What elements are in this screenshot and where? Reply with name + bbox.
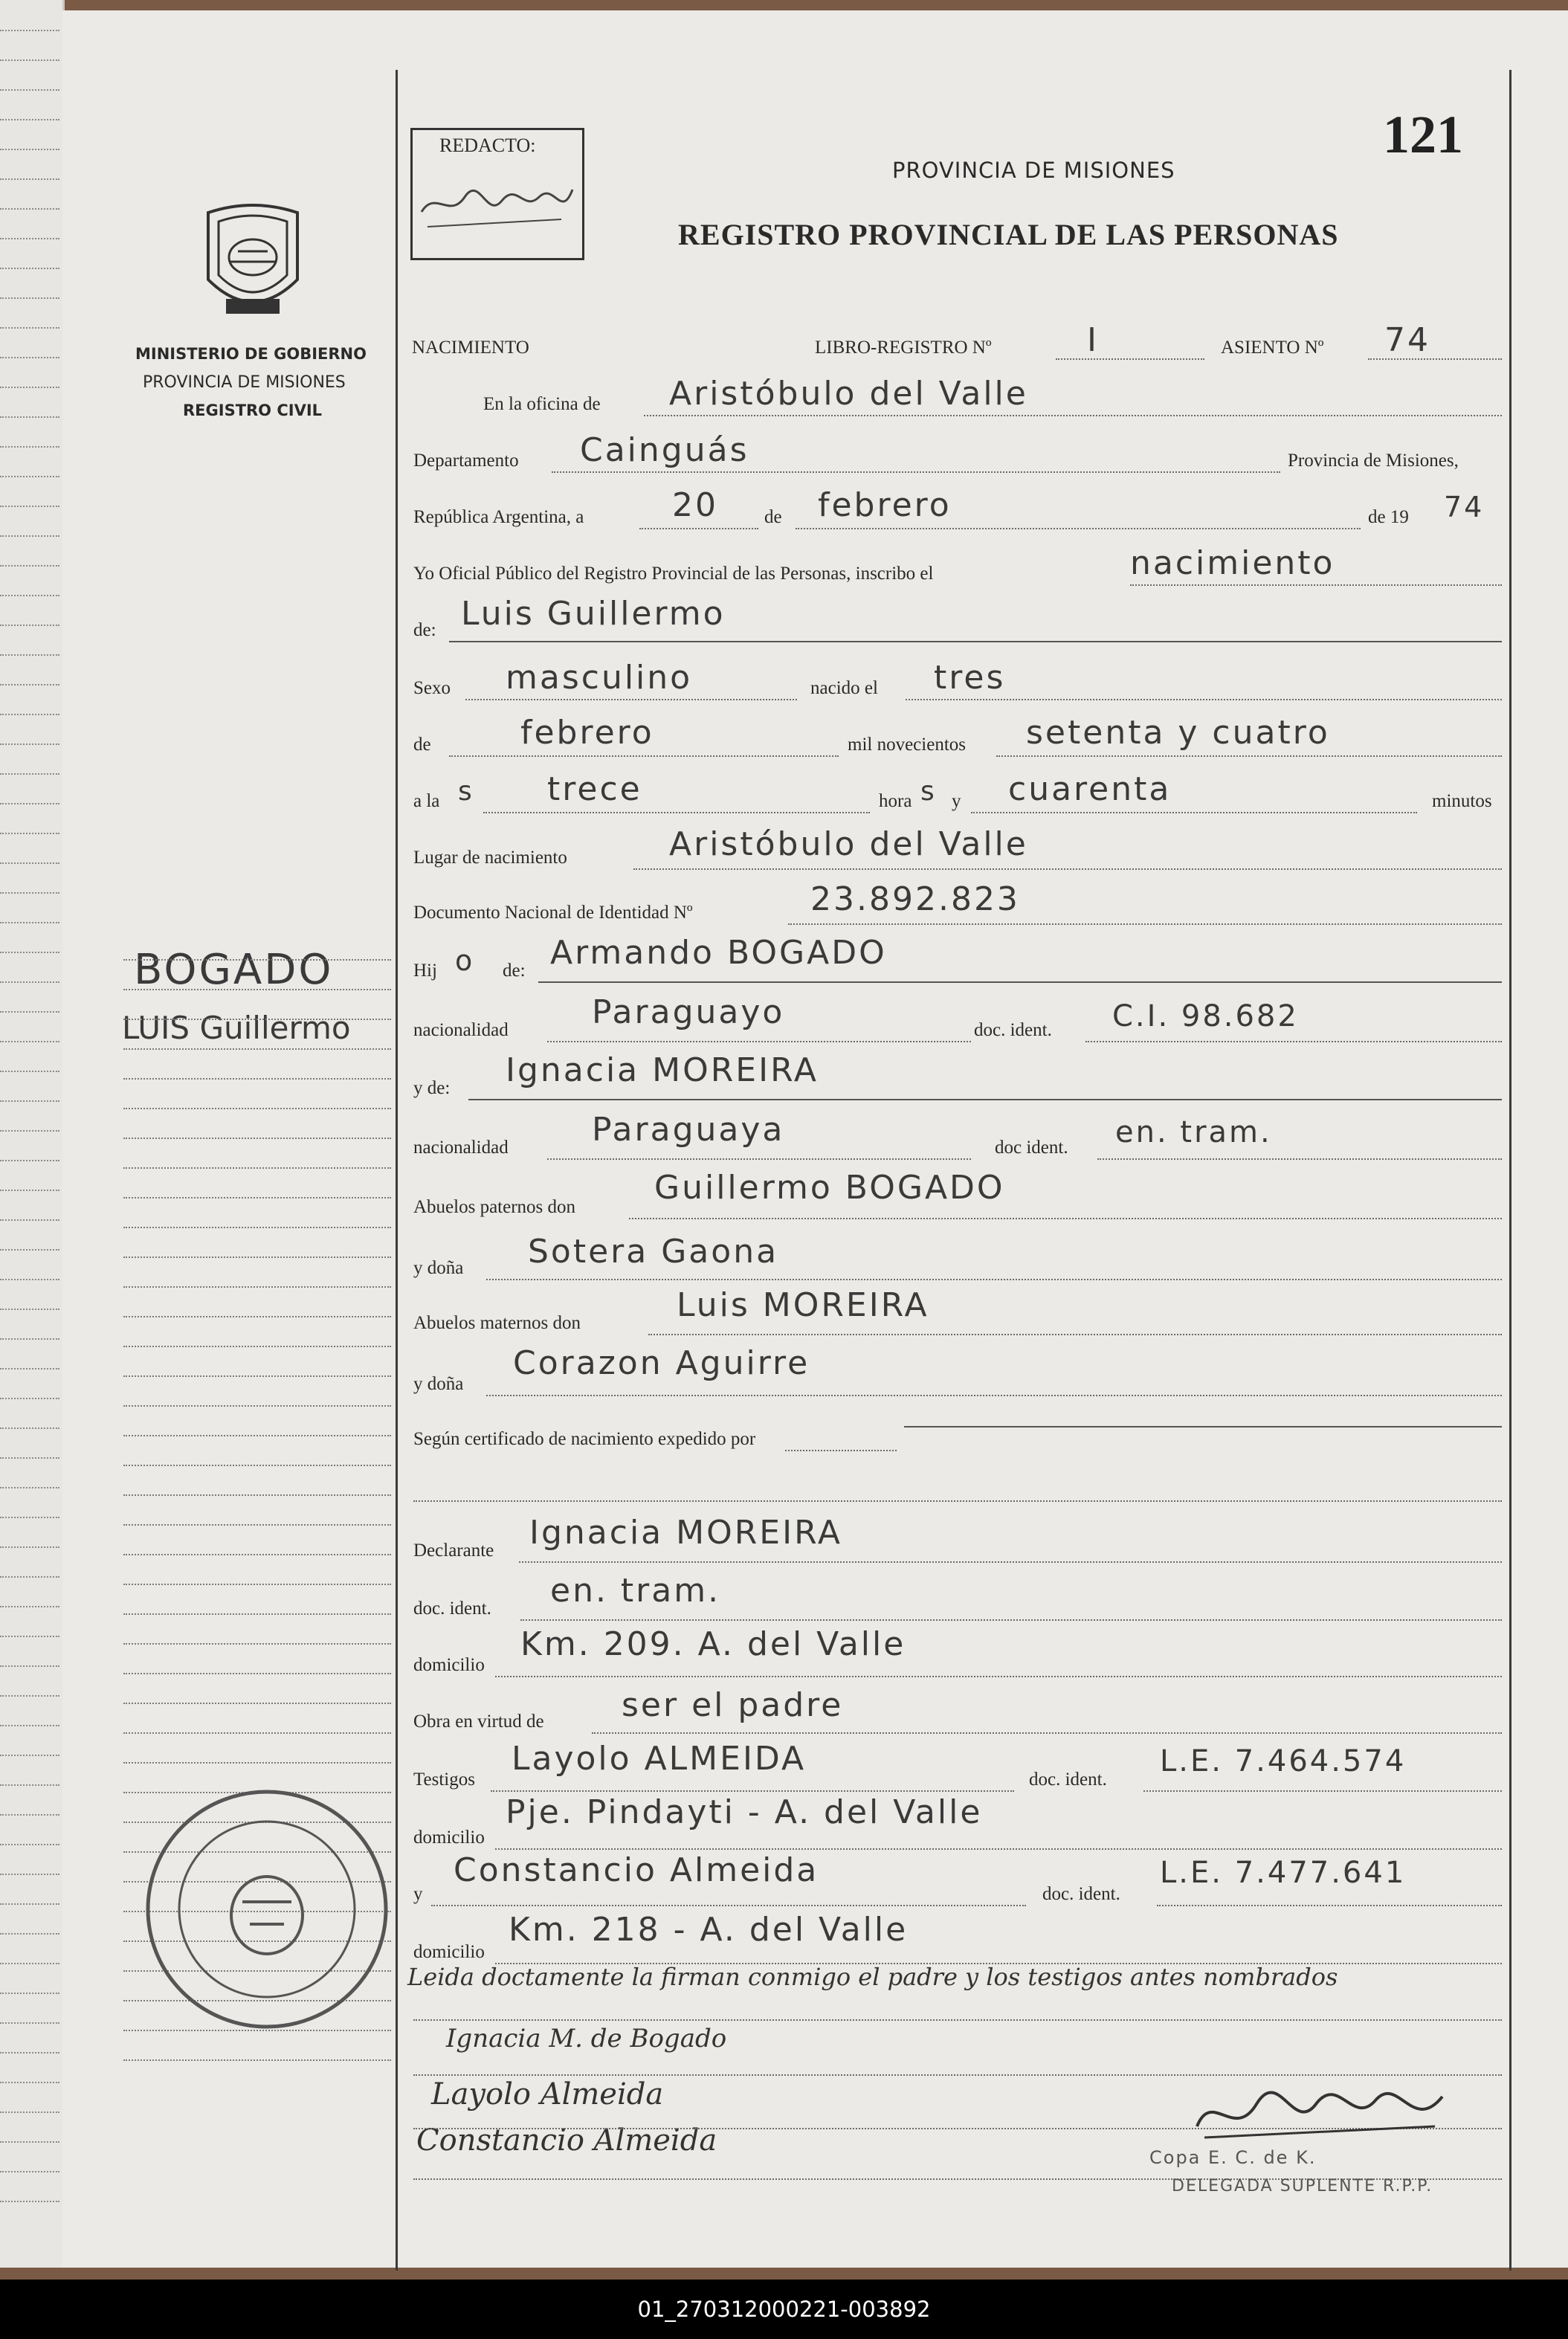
- label-y-de: y de:: [413, 1078, 451, 1098]
- left-page-rule: [0, 89, 59, 91]
- image-caption: 01_270312000221-003892: [0, 2280, 1568, 2339]
- label-mil: mil novecientos: [848, 735, 966, 755]
- margin-rule-line: [123, 1375, 391, 1377]
- margin-rule-line: [123, 1286, 391, 1288]
- label-de-padre: de:: [503, 961, 526, 981]
- margin-rule-line: [123, 2059, 391, 2061]
- margin-rule: [396, 70, 398, 2271]
- ministry-line1: MINISTERIO DE GOBIERNO: [135, 345, 367, 363]
- value-doc-testigo2: L.E. 7.477.641: [1160, 1856, 1407, 1890]
- value-doc-madre: en. tram.: [1115, 1115, 1272, 1149]
- left-page-rule: [0, 1041, 59, 1042]
- left-page-rule: [0, 1487, 59, 1488]
- left-page-rule: [0, 1160, 59, 1161]
- left-page-rule: [0, 1546, 59, 1548]
- left-page-rule: [0, 922, 59, 923]
- margin-rule-line: [123, 1316, 391, 1317]
- ministry-line3: REGISTRO CIVIL: [183, 401, 323, 419]
- left-page-rule: [0, 30, 59, 31]
- label-declarante: Declarante: [413, 1540, 494, 1561]
- left-page-rule: [0, 1398, 59, 1399]
- left-page-rule: [0, 1457, 59, 1459]
- left-page-rule: [0, 1190, 59, 1191]
- left-page-rule: [0, 2022, 59, 2024]
- label-nac-madre: nacionalidad: [413, 1138, 509, 1158]
- closing-statement: Leida doctamente la firman conmigo el padre y los testigos antes nombrados: [407, 1963, 1338, 1991]
- label-republica: República Argentina, a: [413, 507, 584, 527]
- left-page-rule: [0, 714, 59, 715]
- label-de-nombre: de:: [413, 620, 436, 640]
- official-signature: [1190, 2082, 1472, 2156]
- value-asiento: 74: [1384, 321, 1430, 359]
- label-doc-testigo2: doc. ident.: [1042, 1884, 1120, 1904]
- left-page-rule: [0, 1576, 59, 1578]
- label-doc-padre: doc. ident.: [974, 1020, 1052, 1040]
- label-dni: Documento Nacional de Identidad Nº: [413, 903, 693, 923]
- margin-surname: BOGADO: [134, 946, 334, 994]
- left-page-rule: [0, 625, 59, 626]
- label-a-la: a la: [413, 791, 440, 811]
- left-page-rule: [0, 1011, 59, 1013]
- label-minutos: minutos: [1432, 791, 1492, 811]
- left-page-rule: [0, 59, 59, 61]
- value-dom-declarante: Km. 209. A. del Valle: [520, 1625, 906, 1663]
- margin-rule-line: [123, 1197, 391, 1198]
- left-page-rule: [0, 1814, 59, 1816]
- margin-rule-line: [123, 1108, 391, 1109]
- margin-rule-line: [123, 1167, 391, 1169]
- registry-seal-stamp: [138, 1783, 396, 2036]
- label-nacido-el: nacido el: [810, 678, 878, 698]
- left-page-rule: [0, 268, 59, 269]
- left-page-rule: [0, 1606, 59, 1607]
- left-page-rule: [0, 981, 59, 983]
- label-testigos: Testigos: [413, 1769, 475, 1790]
- label-y-testigo2: y: [413, 1884, 423, 1904]
- left-page-rule: [0, 327, 59, 329]
- value-oficina: Aristóbulo del Valle: [669, 375, 1028, 413]
- label-obra: Obra en virtud de: [413, 1711, 544, 1732]
- left-page-rule: [0, 1844, 59, 1845]
- value-a-la-s: s: [458, 776, 474, 807]
- value-doc-declarante: en. tram.: [550, 1572, 721, 1610]
- left-page-rule: [0, 297, 59, 299]
- label-de-mes-nac: de: [413, 735, 431, 755]
- left-page-rule: [0, 1903, 59, 1905]
- value-declarante: Ignacia MOREIRA: [529, 1514, 842, 1552]
- left-page-rule: [0, 535, 59, 537]
- value-nac-padre: Paraguayo: [592, 993, 785, 1031]
- margin-given-names: LUIS Guillermo: [122, 1010, 351, 1046]
- signature-testigo2: Constancio Almeida: [416, 2123, 717, 2158]
- left-page-rule: [0, 119, 59, 120]
- value-abuelo-pat: Guillermo BOGADO: [654, 1169, 1005, 1207]
- value-abuela-pat: Sotera Gaona: [528, 1233, 779, 1271]
- left-page-rule: [0, 743, 59, 745]
- margin-rule-line: [123, 1673, 391, 1674]
- margin-rule-line: [123, 1019, 391, 1020]
- right-rule: [1509, 70, 1511, 2271]
- left-page-rule: [0, 1636, 59, 1637]
- margin-rule-line: [123, 1256, 391, 1258]
- label-segun: Según certificado de nacimiento expedido por: [413, 1429, 756, 1449]
- value-hij-letter: o: [455, 944, 475, 977]
- margin-rule-line: [123, 1524, 391, 1526]
- label-doc-madre: doc ident.: [995, 1138, 1068, 1158]
- label-provincia: Provincia de Misiones,: [1288, 451, 1459, 471]
- left-page-rule: [0, 1665, 59, 1667]
- signature-testigo1: Layolo Almeida: [431, 2077, 664, 2111]
- value-abuelo-mat: Luis MOREIRA: [677, 1286, 929, 1324]
- value-anio-letras: setenta y cuatro: [1026, 714, 1330, 752]
- redacto-signature: [413, 167, 582, 249]
- left-page-rule: [0, 1368, 59, 1369]
- label-asiento: ASIENTO Nº: [1221, 338, 1324, 358]
- left-page-rule: [0, 149, 59, 150]
- left-page-rule: [0, 952, 59, 953]
- margin-rule-line: [123, 1762, 391, 1764]
- value-nacido-mes: febrero: [520, 714, 654, 752]
- left-page-rule: [0, 803, 59, 804]
- value-testigo2: Constancio Almeida: [454, 1851, 819, 1889]
- value-madre: Ignacia MOREIRA: [506, 1051, 819, 1089]
- left-page-rule: [0, 208, 59, 210]
- value-dni: 23.892.823: [810, 880, 1020, 918]
- label-libro: LIBRO-REGISTRO Nº: [815, 338, 992, 358]
- value-nac-madre: Paraguaya: [592, 1111, 785, 1149]
- left-page-rule: [0, 1279, 59, 1280]
- left-page-rule: [0, 2052, 59, 2054]
- label-abuelos-pat: Abuelos paternos don: [413, 1197, 576, 1217]
- margin-rule-line: [123, 1554, 391, 1555]
- coat-of-arms-icon: [193, 198, 312, 332]
- redacto-box: [410, 128, 584, 260]
- value-dia: 20: [672, 486, 718, 524]
- label-y-min: y: [952, 791, 961, 811]
- left-page-rule: [0, 1517, 59, 1518]
- left-page-rule: [0, 684, 59, 685]
- margin-rule-line: [123, 1643, 391, 1645]
- left-page-rule: [0, 178, 59, 180]
- margin-rule-line: [123, 1584, 391, 1585]
- left-page-rule: [0, 2171, 59, 2172]
- label-domicilio-testigo1: domicilio: [413, 1827, 485, 1848]
- value-padre: Armando BOGADO: [550, 934, 887, 972]
- value-dom-testigo2: Km. 218 - A. del Valle: [509, 1911, 909, 1949]
- value-testigo1: Layolo ALMEIDA: [512, 1740, 807, 1778]
- value-hora: trece: [547, 770, 642, 808]
- value-abuela-mat: Corazon Aguirre: [513, 1344, 810, 1382]
- margin-rule-line: [123, 1138, 391, 1139]
- left-page-rule: [0, 1219, 59, 1221]
- label-sexo: Sexo: [413, 678, 451, 698]
- margin-rule-line: [123, 1227, 391, 1228]
- margin-rule-line: [123, 1703, 391, 1704]
- left-page-rule: [0, 357, 59, 358]
- left-page-rule: [0, 2082, 59, 2083]
- official-stamp-title: DELEGADA SUPLENTE R.P.P.: [1172, 2177, 1433, 2196]
- label-departamento: Departamento: [413, 451, 519, 471]
- left-page-rule: [0, 2201, 59, 2202]
- ministry-line2: PROVINCIA DE MISIONES: [143, 373, 346, 392]
- value-lugar: Aristóbulo del Valle: [669, 825, 1028, 863]
- value-nombre: Luis Guillermo: [461, 595, 726, 633]
- label-de-mes: de: [764, 507, 782, 527]
- left-page-rule: [0, 565, 59, 567]
- margin-rule-line: [123, 1405, 391, 1407]
- official-stamp-name: Copa E. C. de K.: [1149, 2147, 1317, 2168]
- label-doc-declarante: doc. ident.: [413, 1598, 491, 1619]
- left-page-rule: [0, 892, 59, 894]
- label-oficina: En la oficina de: [483, 394, 601, 414]
- registry-heading: REGISTRO PROVINCIAL DE LAS PERSONAS: [678, 218, 1339, 251]
- label-de-anio: de 19: [1368, 507, 1409, 527]
- label-yo-oficial: Yo Oficial Público del Registro Provincial de las Personas, inscribo el: [413, 564, 934, 584]
- margin-rule-line: [123, 1346, 391, 1347]
- left-page-rule: [0, 1933, 59, 1935]
- value-sexo: masculino: [506, 659, 693, 697]
- label-domicilio-declarante: domicilio: [413, 1655, 485, 1675]
- margin-rule-line: [123, 959, 391, 961]
- left-page-rule: [0, 1755, 59, 1756]
- left-page-rule: [0, 1963, 59, 1964]
- signature-declarante: Ignacia M. de Bogado: [446, 2024, 727, 2054]
- label-lugar: Lugar de nacimiento: [413, 848, 567, 868]
- left-page-rule: [0, 238, 59, 239]
- label-nacimiento: NACIMIENTO: [412, 338, 529, 358]
- previous-page-edge: [0, 0, 65, 2268]
- label-doc-testigo1: doc. ident.: [1029, 1769, 1107, 1790]
- left-page-rule: [0, 1725, 59, 1726]
- left-page-rule: [0, 1309, 59, 1310]
- left-page-rule: [0, 1427, 59, 1429]
- left-page-rule: [0, 416, 59, 418]
- margin-rule-line: [123, 1613, 391, 1615]
- value-libro: I: [1087, 321, 1099, 359]
- left-page-rule: [0, 1874, 59, 1875]
- value-mes: febrero: [818, 486, 952, 524]
- label-abuelos-mat: Abuelos maternos don: [413, 1313, 581, 1333]
- margin-rule-line: [123, 1732, 391, 1734]
- left-page-rule: [0, 1338, 59, 1340]
- margin-rule-line: [123, 1494, 391, 1496]
- margin-rule-line: [123, 1078, 391, 1080]
- margin-rule-line: [123, 1048, 391, 1050]
- left-page-rule: [0, 773, 59, 775]
- left-page-rule: [0, 2141, 59, 2143]
- left-page-rule: [0, 506, 59, 507]
- left-page-rule: [0, 862, 59, 864]
- label-hij: Hij: [413, 961, 437, 981]
- margin-rule-line: [123, 1465, 391, 1466]
- left-page-rule: [0, 1784, 59, 1786]
- left-page-rule: [0, 1695, 59, 1697]
- redacto-label: REDACTO:: [439, 135, 536, 156]
- left-page-rule: [0, 1249, 59, 1251]
- left-page-rule: [0, 595, 59, 596]
- label-y-dona-mat: y doña: [413, 1374, 464, 1394]
- label-hora: hora: [879, 791, 912, 811]
- label-domicilio-testigo2: domicilio: [413, 1942, 485, 1962]
- value-doc-padre: C.I. 98.682: [1112, 999, 1299, 1033]
- label-nac-padre: nacionalidad: [413, 1020, 509, 1040]
- value-departamento: Cainguás: [580, 431, 749, 469]
- left-page-rule: [0, 446, 59, 448]
- value-anio: 74: [1444, 491, 1485, 523]
- value-dom-testigo1: Pje. Pindayti - A. del Valle: [506, 1793, 983, 1831]
- left-page-rule: [0, 2111, 59, 2113]
- left-page-rule: [0, 833, 59, 834]
- value-obra: ser el padre: [622, 1686, 844, 1724]
- left-page-rule: [0, 476, 59, 477]
- value-doc-testigo1: L.E. 7.464.574: [1160, 1744, 1407, 1778]
- value-acto: nacimiento: [1130, 544, 1335, 582]
- page-number: 121: [1383, 105, 1463, 164]
- left-page-rule: [0, 1100, 59, 1102]
- left-page-rule: [0, 1993, 59, 1994]
- value-hora-s: s: [920, 776, 937, 807]
- value-minutos: cuarenta: [1008, 770, 1172, 808]
- margin-rule-line: [123, 1435, 391, 1436]
- left-page-rule: [0, 387, 59, 388]
- left-page-rule: [0, 654, 59, 656]
- province-heading: PROVINCIA DE MISIONES: [892, 158, 1175, 183]
- margin-rule-line: [123, 989, 391, 990]
- left-page-rule: [0, 1071, 59, 1072]
- left-page-rule: [0, 1130, 59, 1132]
- value-nacido-dia: tres: [934, 659, 1006, 697]
- label-y-dona-pat: y doña: [413, 1258, 464, 1278]
